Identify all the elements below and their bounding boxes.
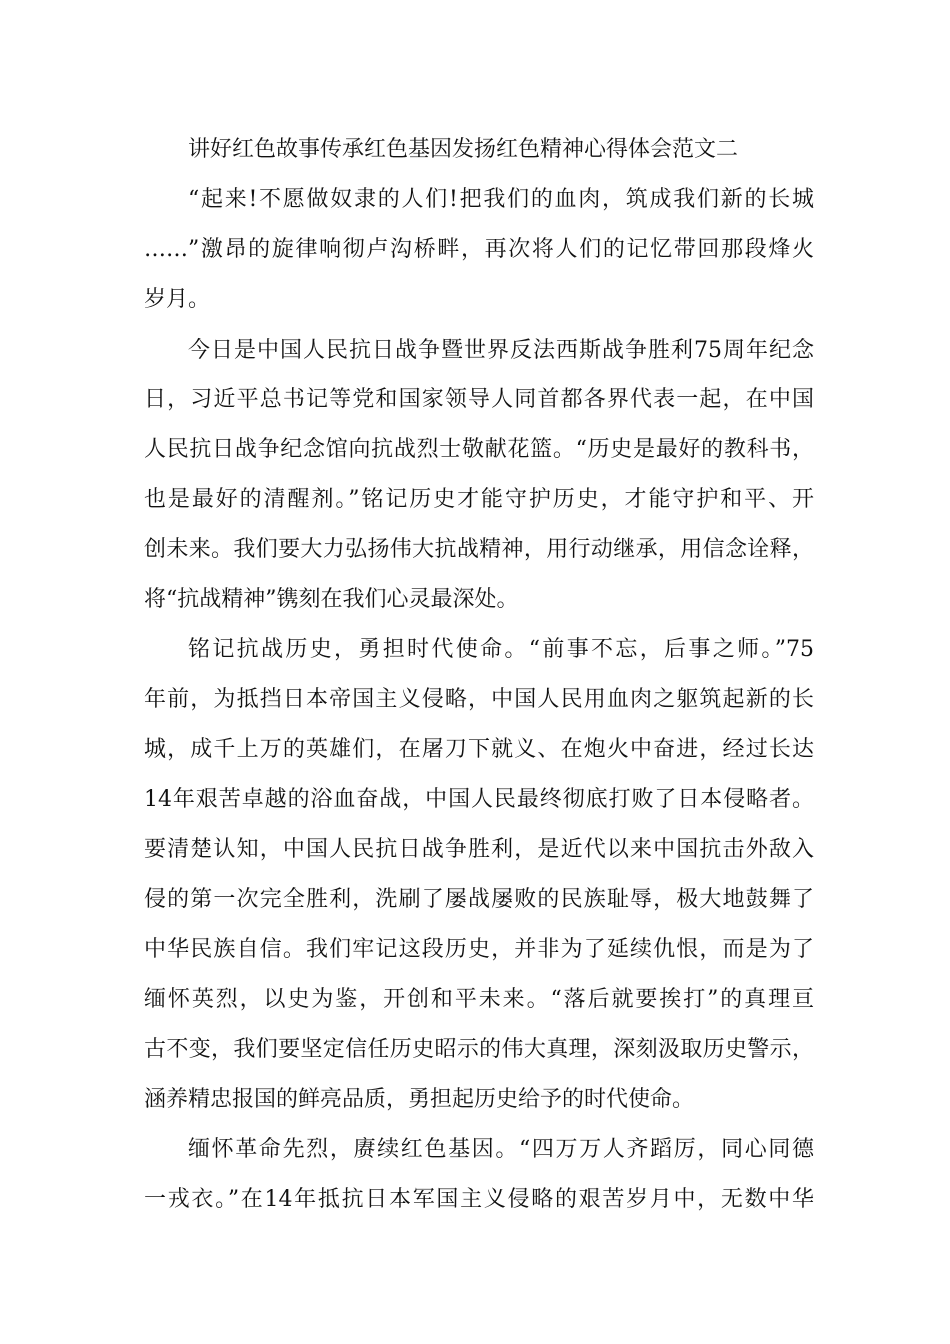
text-line: 年前，为抵挡日本帝国主义侵略，中国人民用血肉之躯筑起新的长 [144, 687, 814, 712]
text-line: 也是最好的清醒剂。”铭记历史才能守护历史，才能守护和平、开 [144, 487, 814, 512]
text-line: 14年艰苦卓越的浴血奋战，中国人民最终彻底打败了日本侵略者。 [144, 787, 814, 812]
text-line: 今日是中国人民抗日战争暨世界反法西斯战争胜利75周年纪念 [188, 338, 814, 363]
text-line: 人民抗日战争纪念馆向抗战烈士敬献花篮。“历史是最好的教科书， [144, 437, 814, 462]
text-line: 中华民族自信。我们牢记这段历史，并非为了延续仇恨，而是为了 [144, 937, 814, 962]
text-line: 缅怀英烈，以史为鉴，开创和平未来。“落后就要挨打”的真理亘 [144, 987, 814, 1012]
text-line: 铭记抗战历史，勇担时代使命。“前事不忘，后事之师。”75 [188, 637, 814, 662]
text-line: 将“抗战精神”镌刻在我们心灵最深处。 [144, 587, 519, 612]
text-line: ……”激昂的旋律响彻卢沟桥畔，再次将人们的记忆带回那段烽火 [144, 237, 814, 262]
document-page [144, 0, 814, 1344]
text-line: 古不变，我们要坚定信任历史昭示的伟大真理，深刻汲取历史警示， [144, 1037, 814, 1062]
text-line: 缅怀革命先烈，赓续红色基因。“四万万人齐蹈厉，同心同德 [188, 1137, 814, 1162]
text-line: 岁月。 [144, 287, 211, 312]
text-line: 创未来。我们要大力弘扬伟大抗战精神，用行动继承，用信念诠释， [144, 537, 814, 562]
text-line: 要清楚认知，中国人民抗日战争胜利，是近代以来中国抗击外敌入 [144, 837, 814, 862]
text-line: “起来!不愿做奴隶的人们!把我们的血肉，筑成我们新的长城 [188, 187, 814, 212]
text-line: 侵的第一次完全胜利，洗刷了屡战屡败的民族耻辱，极大地鼓舞了 [144, 887, 814, 912]
text-line: 一戎衣。”在14年抵抗日本军国主义侵略的艰苦岁月中，无数中华 [144, 1187, 814, 1212]
text-line: 城，成千上万的英雄们，在屠刀下就义、在炮火中奋进，经过长达 [144, 737, 814, 762]
text-line: 日，习近平总书记等党和国家领导人同首都各界代表一起，在中国 [144, 387, 814, 412]
document-title: 讲好红色故事传承红色基因发扬红色精神心得体会范文二 [188, 137, 739, 162]
text-line: 涵养精忠报国的鲜亮品质，勇担起历史给予的时代使命。 [144, 1087, 695, 1112]
